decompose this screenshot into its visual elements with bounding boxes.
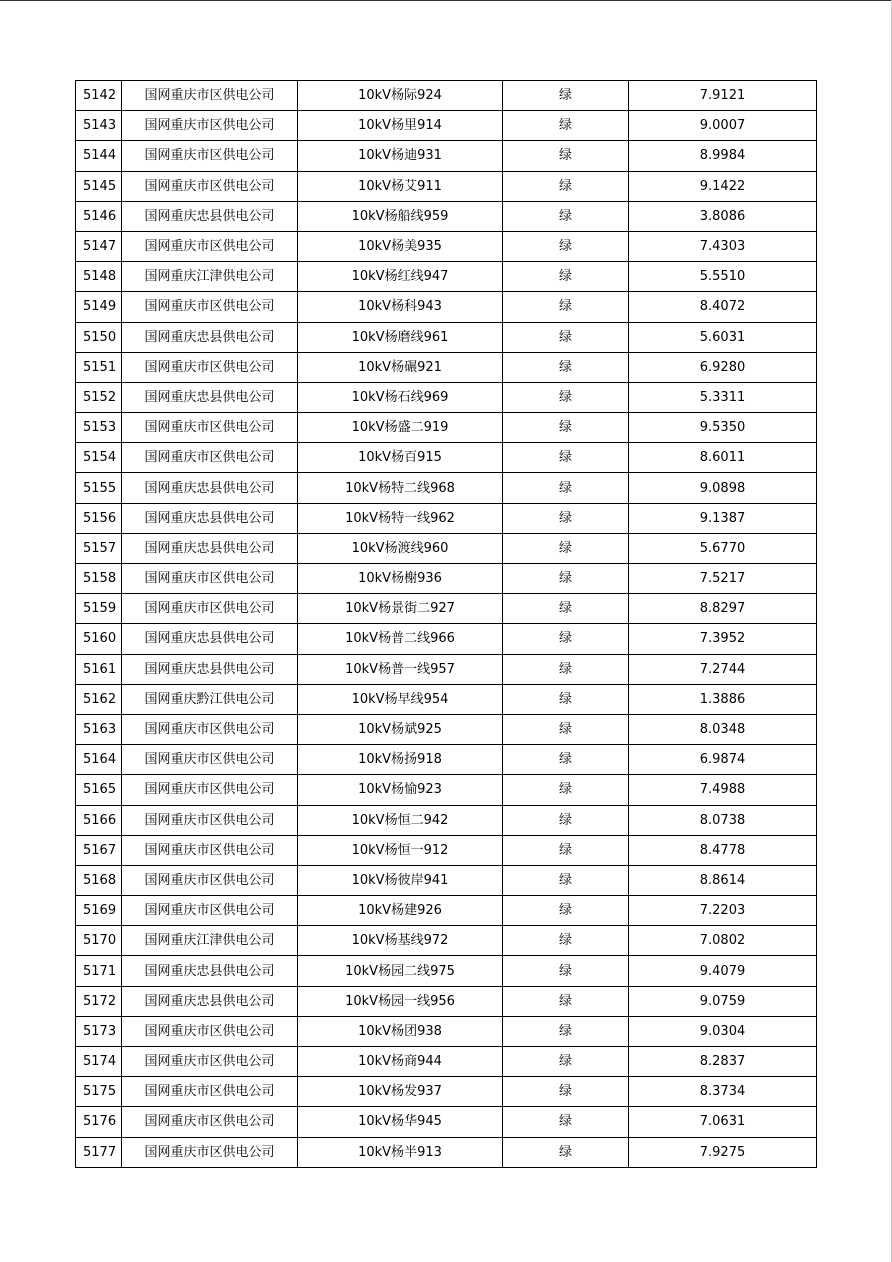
- row-number-cell: 5165: [76, 775, 122, 805]
- company-cell: 国网重庆市区供电公司: [122, 835, 298, 865]
- row-number-cell: 5162: [76, 684, 122, 714]
- table-row: [76, 654, 817, 684]
- row-number-cell: 5144: [76, 141, 122, 171]
- line-name-cell: 10kV杨恒一912: [298, 835, 503, 865]
- value-cell: 7.2203: [629, 896, 817, 926]
- company-cell: 国网重庆市区供电公司: [122, 1077, 298, 1107]
- status-cell: 绿: [503, 896, 629, 926]
- row-number-cell: 5152: [76, 382, 122, 412]
- status-cell: 绿: [503, 714, 629, 744]
- table-row: [76, 111, 817, 141]
- row-number-cell: 5153: [76, 413, 122, 443]
- table-row: [76, 503, 817, 533]
- status-cell: 绿: [503, 413, 629, 443]
- row-number-cell: 5142: [76, 81, 122, 111]
- line-name-cell: 10kV杨基线972: [298, 926, 503, 956]
- row-number-cell: 5172: [76, 986, 122, 1016]
- company-cell: 国网重庆市区供电公司: [122, 775, 298, 805]
- row-number-cell: 5166: [76, 805, 122, 835]
- company-cell: 国网重庆忠县供电公司: [122, 201, 298, 231]
- table-row: [76, 262, 817, 292]
- row-number-cell: 5174: [76, 1047, 122, 1077]
- line-name-cell: 10kV杨早线954: [298, 684, 503, 714]
- status-cell: 绿: [503, 624, 629, 654]
- value-cell: 3.8086: [629, 201, 817, 231]
- row-number-cell: 5156: [76, 503, 122, 533]
- status-cell: 绿: [503, 262, 629, 292]
- status-cell: 绿: [503, 1077, 629, 1107]
- value-cell: 9.4079: [629, 956, 817, 986]
- line-name-cell: 10kV杨彼岸941: [298, 865, 503, 895]
- line-name-cell: 10kV杨斌925: [298, 714, 503, 744]
- value-cell: 8.0348: [629, 714, 817, 744]
- status-cell: 绿: [503, 865, 629, 895]
- value-cell: 5.3311: [629, 382, 817, 412]
- company-cell: 国网重庆忠县供电公司: [122, 533, 298, 563]
- table-row: [76, 896, 817, 926]
- status-cell: 绿: [503, 231, 629, 261]
- status-cell: 绿: [503, 654, 629, 684]
- company-cell: 国网重庆市区供电公司: [122, 171, 298, 201]
- value-cell: 8.8614: [629, 865, 817, 895]
- value-cell: 8.2837: [629, 1047, 817, 1077]
- company-cell: 国网重庆忠县供电公司: [122, 382, 298, 412]
- company-cell: 国网重庆黔江供电公司: [122, 684, 298, 714]
- status-cell: 绿: [503, 201, 629, 231]
- line-name-cell: 10kV杨建926: [298, 896, 503, 926]
- company-cell: 国网重庆市区供电公司: [122, 1016, 298, 1046]
- line-name-cell: 10kV杨百915: [298, 443, 503, 473]
- value-cell: 8.8297: [629, 594, 817, 624]
- line-name-cell: 10kV杨扬918: [298, 745, 503, 775]
- line-name-cell: 10kV杨半913: [298, 1137, 503, 1167]
- value-cell: 7.0631: [629, 1107, 817, 1137]
- status-cell: 绿: [503, 594, 629, 624]
- page-top-border: [0, 0, 892, 1]
- company-cell: 国网重庆市区供电公司: [122, 443, 298, 473]
- line-name-cell: 10kV杨普一线957: [298, 654, 503, 684]
- table-row: [76, 1077, 817, 1107]
- company-cell: 国网重庆忠县供电公司: [122, 956, 298, 986]
- line-name-cell: 10kV杨渡线960: [298, 533, 503, 563]
- value-cell: 6.9280: [629, 352, 817, 382]
- company-cell: 国网重庆忠县供电公司: [122, 503, 298, 533]
- table-row: [76, 986, 817, 1016]
- status-cell: 绿: [503, 111, 629, 141]
- table-row: [76, 171, 817, 201]
- value-cell: 7.5217: [629, 564, 817, 594]
- value-cell: 8.9984: [629, 141, 817, 171]
- row-number-cell: 5143: [76, 111, 122, 141]
- table-row: [76, 382, 817, 412]
- line-name-cell: 10kV杨特二线968: [298, 473, 503, 503]
- company-cell: 国网重庆忠县供电公司: [122, 322, 298, 352]
- value-cell: 9.0304: [629, 1016, 817, 1046]
- value-cell: 7.3952: [629, 624, 817, 654]
- row-number-cell: 5146: [76, 201, 122, 231]
- status-cell: 绿: [503, 775, 629, 805]
- line-name-cell: 10kV杨船线959: [298, 201, 503, 231]
- line-name-cell: 10kV杨特一线962: [298, 503, 503, 533]
- table-row: [76, 473, 817, 503]
- row-number-cell: 5175: [76, 1077, 122, 1107]
- table-row: [76, 413, 817, 443]
- company-cell: 国网重庆市区供电公司: [122, 714, 298, 744]
- row-number-cell: 5155: [76, 473, 122, 503]
- table-row: [76, 835, 817, 865]
- row-number-cell: 5176: [76, 1107, 122, 1137]
- value-cell: 9.5350: [629, 413, 817, 443]
- value-cell: 8.4778: [629, 835, 817, 865]
- status-cell: 绿: [503, 1047, 629, 1077]
- company-cell: 国网重庆忠县供电公司: [122, 986, 298, 1016]
- row-number-cell: 5164: [76, 745, 122, 775]
- company-cell: 国网重庆市区供电公司: [122, 865, 298, 895]
- status-cell: 绿: [503, 1016, 629, 1046]
- status-cell: 绿: [503, 473, 629, 503]
- status-cell: 绿: [503, 1107, 629, 1137]
- table-row: [76, 926, 817, 956]
- table-row: [76, 745, 817, 775]
- company-cell: 国网重庆市区供电公司: [122, 81, 298, 111]
- table-row: [76, 714, 817, 744]
- line-name-cell: 10kV杨榭936: [298, 564, 503, 594]
- table-row: [76, 805, 817, 835]
- company-cell: 国网重庆市区供电公司: [122, 292, 298, 322]
- company-cell: 国网重庆市区供电公司: [122, 111, 298, 141]
- row-number-cell: 5151: [76, 352, 122, 382]
- company-cell: 国网重庆市区供电公司: [122, 594, 298, 624]
- table-row: [76, 443, 817, 473]
- row-number-cell: 5149: [76, 292, 122, 322]
- value-cell: 9.0007: [629, 111, 817, 141]
- line-name-cell: 10kV杨商944: [298, 1047, 503, 1077]
- value-cell: 1.3886: [629, 684, 817, 714]
- table-row: [76, 956, 817, 986]
- value-cell: 7.9275: [629, 1137, 817, 1167]
- row-number-cell: 5161: [76, 654, 122, 684]
- value-cell: 8.4072: [629, 292, 817, 322]
- company-cell: 国网重庆市区供电公司: [122, 1047, 298, 1077]
- value-cell: 7.9121: [629, 81, 817, 111]
- value-cell: 9.1422: [629, 171, 817, 201]
- table-row: [76, 1137, 817, 1167]
- line-name-cell: 10kV杨科943: [298, 292, 503, 322]
- row-number-cell: 5147: [76, 231, 122, 261]
- value-cell: 5.6031: [629, 322, 817, 352]
- status-cell: 绿: [503, 835, 629, 865]
- table-body: [76, 81, 817, 1168]
- status-cell: 绿: [503, 503, 629, 533]
- row-number-cell: 5168: [76, 865, 122, 895]
- table-row: [76, 141, 817, 171]
- line-name-cell: 10kV杨发937: [298, 1077, 503, 1107]
- status-cell: 绿: [503, 382, 629, 412]
- company-cell: 国网重庆市区供电公司: [122, 413, 298, 443]
- table-row: [76, 533, 817, 563]
- line-name-cell: 10kV杨迪931: [298, 141, 503, 171]
- company-cell: 国网重庆忠县供电公司: [122, 654, 298, 684]
- table-row: [76, 1047, 817, 1077]
- company-cell: 国网重庆忠县供电公司: [122, 624, 298, 654]
- line-name-cell: 10kV杨磨线961: [298, 322, 503, 352]
- company-cell: 国网重庆忠县供电公司: [122, 473, 298, 503]
- company-cell: 国网重庆市区供电公司: [122, 231, 298, 261]
- line-name-cell: 10kV杨盛二919: [298, 413, 503, 443]
- value-cell: 9.0898: [629, 473, 817, 503]
- value-cell: 8.0738: [629, 805, 817, 835]
- line-name-cell: 10kV杨愉923: [298, 775, 503, 805]
- table-row: [76, 322, 817, 352]
- status-cell: 绿: [503, 533, 629, 563]
- value-cell: 9.0759: [629, 986, 817, 1016]
- line-name-cell: 10kV杨里914: [298, 111, 503, 141]
- table-row: [76, 564, 817, 594]
- line-name-cell: 10kV杨园二线975: [298, 956, 503, 986]
- line-name-cell: 10kV杨团938: [298, 1016, 503, 1046]
- row-number-cell: 5157: [76, 533, 122, 563]
- company-cell: 国网重庆市区供电公司: [122, 745, 298, 775]
- line-name-cell: 10kV杨美935: [298, 231, 503, 261]
- line-name-cell: 10kV杨华945: [298, 1107, 503, 1137]
- value-cell: 8.6011: [629, 443, 817, 473]
- line-name-cell: 10kV杨碾921: [298, 352, 503, 382]
- row-number-cell: 5163: [76, 714, 122, 744]
- row-number-cell: 5173: [76, 1016, 122, 1046]
- status-cell: 绿: [503, 805, 629, 835]
- company-cell: 国网重庆市区供电公司: [122, 352, 298, 382]
- company-cell: 国网重庆市区供电公司: [122, 1137, 298, 1167]
- value-cell: 7.4988: [629, 775, 817, 805]
- table-row: [76, 1107, 817, 1137]
- row-number-cell: 5148: [76, 262, 122, 292]
- value-cell: 7.0802: [629, 926, 817, 956]
- table-row: [76, 81, 817, 111]
- line-name-cell: 10kV杨石线969: [298, 382, 503, 412]
- company-cell: 国网重庆江津供电公司: [122, 262, 298, 292]
- row-number-cell: 5154: [76, 443, 122, 473]
- line-name-cell: 10kV杨恒二942: [298, 805, 503, 835]
- table-row: [76, 201, 817, 231]
- status-cell: 绿: [503, 564, 629, 594]
- status-cell: 绿: [503, 443, 629, 473]
- company-cell: 国网重庆市区供电公司: [122, 564, 298, 594]
- line-name-cell: 10kV杨红线947: [298, 262, 503, 292]
- value-cell: 5.5510: [629, 262, 817, 292]
- table-row: [76, 352, 817, 382]
- table-row: [76, 1016, 817, 1046]
- line-name-cell: 10kV杨普二线966: [298, 624, 503, 654]
- status-cell: 绿: [503, 745, 629, 775]
- status-cell: 绿: [503, 171, 629, 201]
- line-name-cell: 10kV杨景街二927: [298, 594, 503, 624]
- status-cell: 绿: [503, 926, 629, 956]
- status-cell: 绿: [503, 1137, 629, 1167]
- row-number-cell: 5170: [76, 926, 122, 956]
- status-cell: 绿: [503, 352, 629, 382]
- status-cell: 绿: [503, 141, 629, 171]
- value-cell: 5.6770: [629, 533, 817, 563]
- company-cell: 国网重庆市区供电公司: [122, 896, 298, 926]
- company-cell: 国网重庆市区供电公司: [122, 141, 298, 171]
- table-row: [76, 624, 817, 654]
- line-name-cell: 10kV杨艾911: [298, 171, 503, 201]
- table-row: [76, 684, 817, 714]
- row-number-cell: 5150: [76, 322, 122, 352]
- status-cell: 绿: [503, 322, 629, 352]
- value-cell: 8.3734: [629, 1077, 817, 1107]
- row-number-cell: 5171: [76, 956, 122, 986]
- status-cell: 绿: [503, 81, 629, 111]
- value-cell: 7.2744: [629, 654, 817, 684]
- status-cell: 绿: [503, 986, 629, 1016]
- table-row: [76, 775, 817, 805]
- table-row: [76, 865, 817, 895]
- company-cell: 国网重庆市区供电公司: [122, 1107, 298, 1137]
- value-cell: 9.1387: [629, 503, 817, 533]
- line-name-cell: 10kV杨园一线956: [298, 986, 503, 1016]
- table-row: [76, 594, 817, 624]
- row-number-cell: 5159: [76, 594, 122, 624]
- value-cell: 7.4303: [629, 231, 817, 261]
- data-table: [75, 80, 817, 1168]
- row-number-cell: 5169: [76, 896, 122, 926]
- row-number-cell: 5145: [76, 171, 122, 201]
- row-number-cell: 5160: [76, 624, 122, 654]
- row-number-cell: 5177: [76, 1137, 122, 1167]
- value-cell: 6.9874: [629, 745, 817, 775]
- status-cell: 绿: [503, 956, 629, 986]
- row-number-cell: 5167: [76, 835, 122, 865]
- company-cell: 国网重庆江津供电公司: [122, 926, 298, 956]
- table-row: [76, 231, 817, 261]
- row-number-cell: 5158: [76, 564, 122, 594]
- line-name-cell: 10kV杨际924: [298, 81, 503, 111]
- table-row: [76, 292, 817, 322]
- status-cell: 绿: [503, 292, 629, 322]
- company-cell: 国网重庆市区供电公司: [122, 805, 298, 835]
- status-cell: 绿: [503, 684, 629, 714]
